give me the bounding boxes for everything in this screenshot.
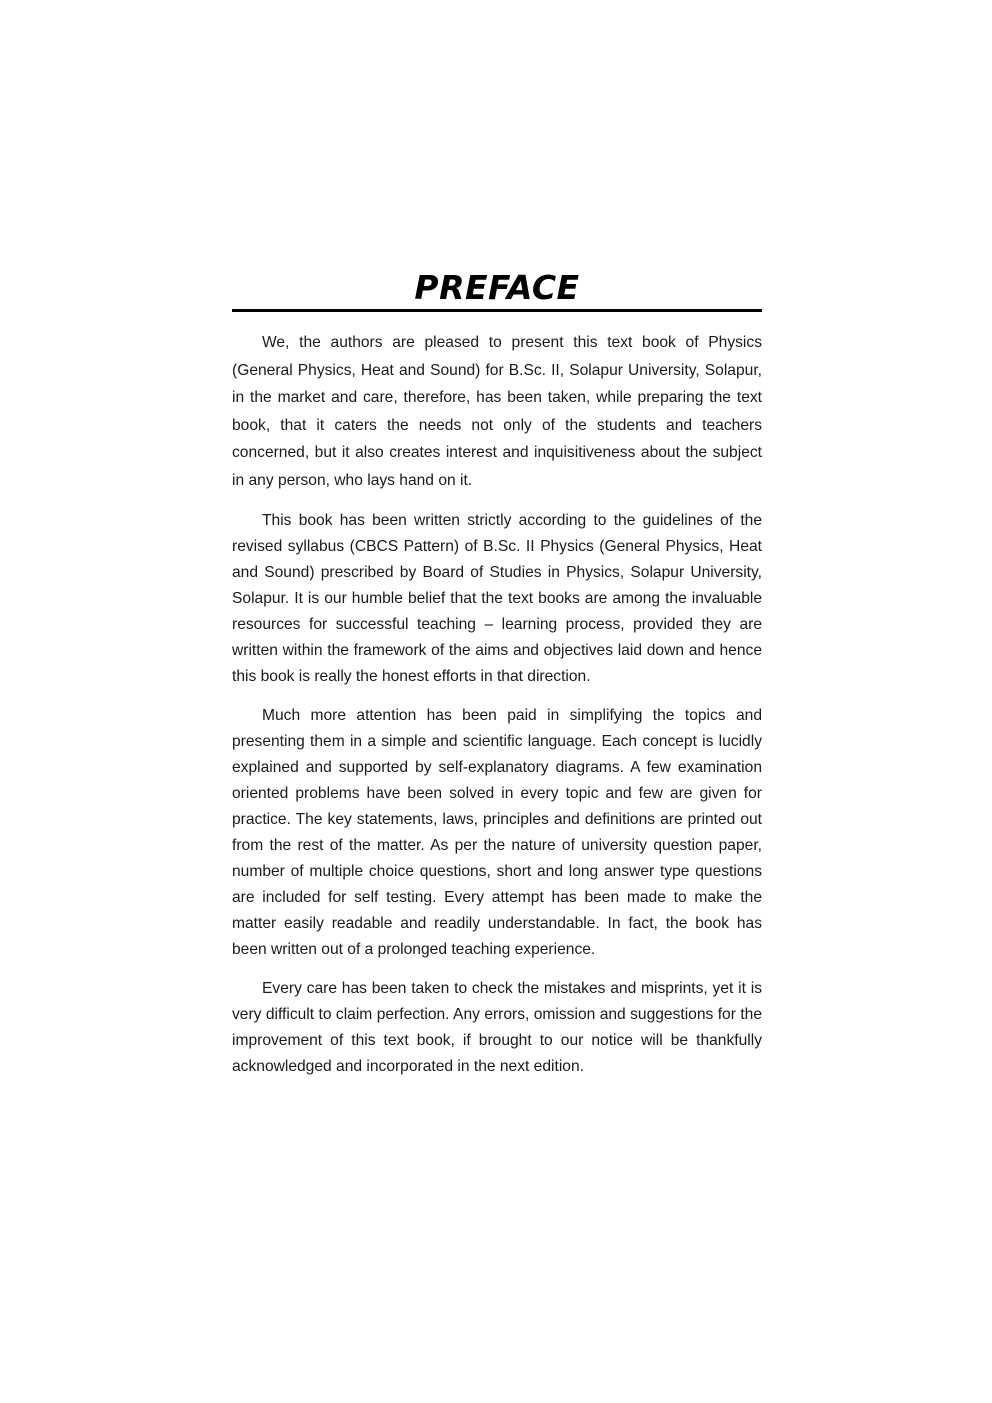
paragraph-2: This book has been written strictly according to the guidelines of the revised syllabus (CBCS Pattern) of B.Sc. II Physics (General Physics, Heat and Sound) prescribed by Board of Studies in Physics, Solapur University, Solapur. It is our humble belief that the text books are among the invaluable resources for successful teaching – learning process, provided they are written within the framework of the aims and objectives laid down and hence this book is really the honest efforts in that direction.	[232, 511, 762, 685]
paragraph-1: We, the authors are pleased to present this text book of Physics (General Physics, Heat and Sound) for B.Sc. II, Solapur University, Solapur, in the market and care, therefore, has been taken, while preparing the text book, that it caters the needs not only of the students and teachers concerned, but it also creates interest and inquisitiveness about the subject in any person, who lays hand on it.	[232, 334, 762, 489]
title-underline	[232, 309, 762, 312]
paragraph-4: Every care has been taken to check the mistakes and misprints, yet it is very difficult to claim perfection. Any errors, omission and suggestions for the improvement of this text book, if brought to our notice will be thankfully acknowledged and incorporated in the next edition.	[232, 979, 762, 1075]
paragraph-3: Much more attention has been paid in simplifying the topics and presenting them in a simple and scientific language. Each concept is lucidly explained and supported by self-explanatory diagrams. A few examination oriented problems have been solved in every topic and few are given for practice. The key statements, laws, principles and definitions are printed out from the rest of the matter. As per the nature of university question paper, number of multiple choice questions, short and long answer type questions are included for self testing. Every attempt has been made to make the matter easily readable and readily understandable. In fact, the book has been written out of a prolonged teaching experience.	[232, 706, 762, 958]
page-title: PREFACE	[414, 268, 580, 307]
preface-page	[232, 268, 762, 1093]
